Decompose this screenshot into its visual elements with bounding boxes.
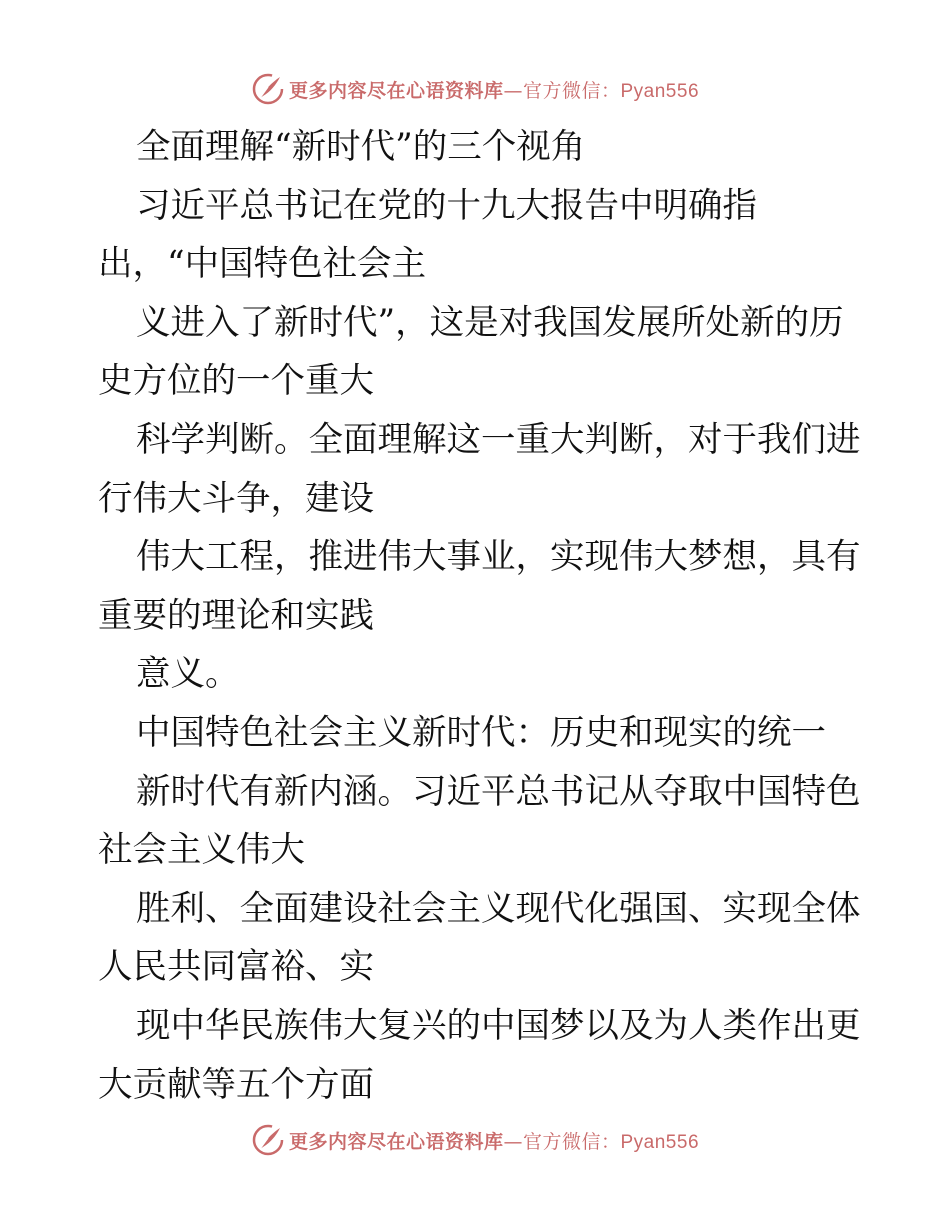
text-line: 新时代有新内涵。习近平总书记从夺取中国特色 bbox=[136, 771, 861, 812]
text-line: 习近平总书记在党的十九大报告中明确指 bbox=[136, 185, 757, 226]
watermark-wechat-label: 官方微信： bbox=[522, 79, 621, 102]
text-line: 人民共同富裕、实 bbox=[98, 947, 374, 988]
text-line: 史方位的一个重大 bbox=[98, 361, 374, 402]
text-line: 中国特色社会主义新时代：历史和现实的统一 bbox=[136, 712, 826, 753]
watermark-dash: — bbox=[503, 79, 523, 102]
text-line: 科学判断。全面理解这一重大判断，对于我们进 bbox=[136, 419, 861, 460]
watermark-dash: — bbox=[503, 1130, 523, 1153]
watermark-main-text: 更多内容尽在心语资料库 bbox=[288, 1130, 504, 1153]
text-line: 行伟大斗争，建设 bbox=[98, 478, 374, 519]
text-line: 现中华民族伟大复兴的中国梦以及为人类作出更 bbox=[136, 1005, 861, 1046]
document-body bbox=[98, 118, 861, 1114]
watermark-wechat-id: Pyan556 bbox=[620, 1131, 700, 1153]
watermark-main-text: 更多内容尽在心语资料库 bbox=[288, 79, 504, 102]
feather-pen-logo-icon bbox=[251, 1123, 285, 1157]
text-line: 出，“中国特色社会主 bbox=[98, 244, 427, 285]
footer-watermark bbox=[0, 1122, 950, 1158]
text-line: 伟大工程，推进伟大事业，实现伟大梦想，具有 bbox=[136, 537, 861, 578]
watermark-wechat-id: Pyan556 bbox=[620, 80, 700, 102]
text-line: 重要的理论和实践 bbox=[98, 595, 374, 636]
watermark-wechat-label: 官方微信： bbox=[522, 1130, 621, 1153]
text-line: 胜利、全面建设社会主义现代化强国、实现全体 bbox=[136, 888, 861, 929]
header-watermark bbox=[0, 71, 950, 107]
text-line: 全面理解“新时代”的三个视角 bbox=[136, 127, 586, 167]
text-line: 大贡献等五个方面 bbox=[98, 1064, 374, 1105]
text-line: 意义。 bbox=[136, 654, 240, 695]
text-line: 义进入了新时代”，这是对我国发展所处新的历 bbox=[136, 302, 844, 343]
text-line: 社会主义伟大 bbox=[98, 830, 305, 871]
feather-pen-logo-icon bbox=[251, 72, 285, 106]
